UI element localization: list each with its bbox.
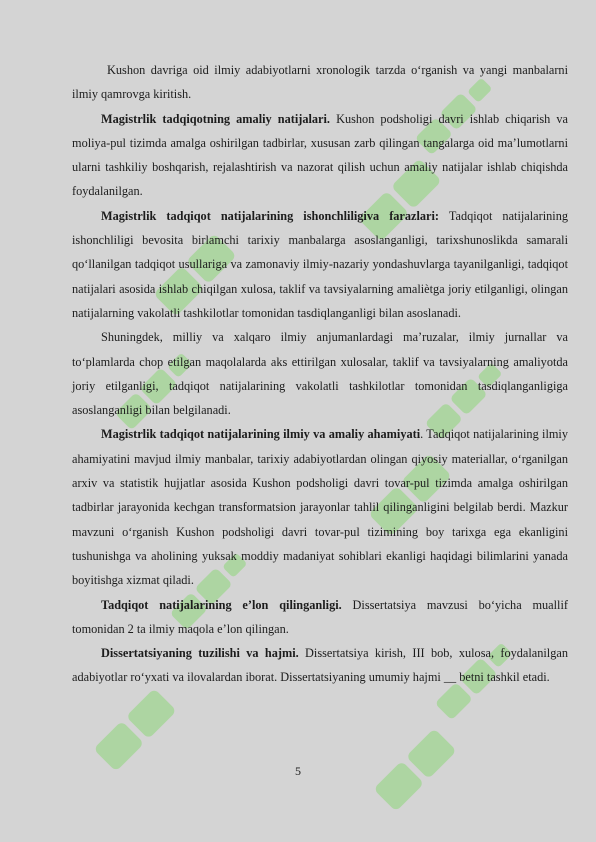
paragraph-text: Dissertatsiya mavzusi bo‘yicha muallif tomonidan 2 ta ilmiy maqola e’lon qilingan. [72, 597, 568, 636]
paragraph-heading: Magistrlik tadqiqot natijalarining ishonchliligiva farazlari: [101, 208, 440, 223]
paragraph [72, 593, 568, 642]
paragraph [72, 422, 568, 592]
paragraph [72, 641, 568, 690]
paragraph-heading: Magistrlik tadqiqotning amaliy natijalari. [101, 111, 331, 126]
document-body [72, 58, 568, 690]
paragraph-text: Tadqiqot natijalarining ishonchliligi bevosita birlamchi tarixiy manbalarga asoslanganligi, tarixshunoslikda samarali qo‘llanilgan tadqiqot usullariga va zamonaviy ilmiy-nazariy yondashuvlarga tayanilganligi, tadqiqot natijalari asosida ishlab chiqilgan xulosa, taklif va tavsiyalarning amaliètga joriy etilganligi, olingan natijalarning vakolatli tashkilotlar tomonidan tasdiqlanganligi bilan asoslanadi. [72, 208, 568, 320]
paragraph-heading: Magistrlik tadqiqot natijalarining ilmiy va amaliy ahamiyati [101, 427, 421, 442]
paragraph [72, 107, 568, 204]
paragraph-heading: Dissertatsiyaning tuzilishi va hajmi. [101, 646, 299, 661]
page-number: 5 [295, 764, 301, 778]
paragraph [72, 58, 568, 107]
paragraph-text: Shuningdek, milliy va xalqaro ilmiy anjumanlardagi ma’ruzalar, ilmiy jurnallar va to‘plamlarda chop etilgan maqolalarda aks ettirilgan xulosalar, taklif va tavsiyalarning amaliyotda joriy etilganligi, tadqiqot natijalarining vakolatli tashkilotlar tomonidan tasdiqlanganligiga asoslanganligi bilan belgilanadi. [72, 330, 568, 418]
paragraph-text: Kushon podsholigi davri ishlab chiqarish va moliya-pul tizimda amalga oshirilgan tadbirlar, xususan zarb qilingan tangalarga oid ma’lumotlarni ularni tashkiliy boshqarish, rejalashtirish va nazorat qilish uchun amaliy natijalar ishlab chiqishda foydalanilgan. [72, 111, 568, 199]
paragraph [72, 325, 568, 422]
paragraph-text: Kushon davriga oid ilmiy adabiyotlarni xronologik tarzda o‘rganish va yangi manbalarni ilmiy qamrovga kiritish. [72, 63, 568, 102]
paragraph-heading: Tadqiqot natijalarining e’lon qilinganligi. [101, 597, 342, 612]
paragraph-text: Dissertatsiya kirish, III bob, xulosa, foydalanilgan adabiyotlar ro‘yxati va ilovalardan iborat. Dissertatsiyaning umumiy hajmi __ betni tashkil etadi. [72, 646, 568, 685]
paragraph-text: . Tadqiqot natijalarining ilmiy ahamiyatini mavjud ilmiy manbalar, tarixiy adabiyotlardan olingan qiyosiy materiallar, o‘rganilgan arxiv va statistik hujjatlar asosida Kushon podsholigi davri tovar-pul tizimda amalga oshirilgan tadbirlar jarayonida kechgan transformatsion jarayonlar tahlil qilinganligini belgilab berdi. Mazkur mavzuni o‘rganish Kushon podsholigi davri tovar-pul tizimining boy tarixga ega ekanligini tushunishga va aholining yuksak moddiy madaniyat sohiblari ekanligi haqidagi bilimlarini yanada boyitishga xizmat qiladi. [72, 427, 569, 588]
paragraph [72, 204, 568, 325]
